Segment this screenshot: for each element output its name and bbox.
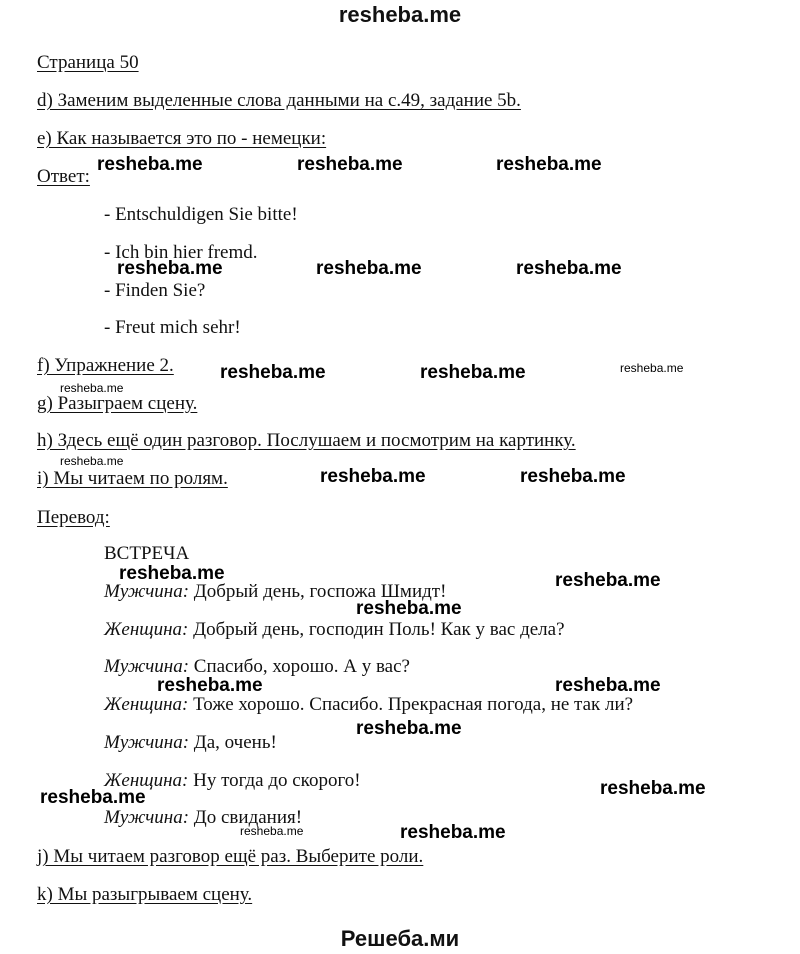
watermark: resheba.me xyxy=(356,598,462,619)
answer-label: Ответ: xyxy=(37,166,90,187)
task-e: e) Как называется это по - немецки: xyxy=(37,128,327,149)
translation-label: Перевод: xyxy=(37,507,110,528)
dialog-text: Да, очень! xyxy=(189,732,277,753)
task-g: g) Разыграем сцену. xyxy=(37,393,198,414)
watermark: resheba.me xyxy=(60,454,124,468)
watermark: resheba.me xyxy=(157,675,263,696)
watermark: resheba.me xyxy=(356,718,462,739)
dialog-title: ВСТРЕЧА xyxy=(104,543,190,564)
watermark: resheba.me xyxy=(97,154,203,175)
watermark: resheba.me xyxy=(400,822,506,843)
watermark: resheba.me xyxy=(516,258,622,279)
watermark: resheba.me xyxy=(520,466,626,487)
task-f: f) Упражнение 2. xyxy=(37,355,174,376)
dialog-role: Женщина: xyxy=(104,770,189,791)
dialog-text: До свидания! xyxy=(189,807,303,828)
watermark: resheba.me xyxy=(420,362,526,383)
dialog-role: Мужчина: xyxy=(104,807,190,828)
dialog-text: Тоже хорошо. Спасибо. Прекрасная погода, не так ли? xyxy=(188,694,634,715)
dialog-line xyxy=(104,732,277,754)
watermark: resheba.me xyxy=(297,154,403,175)
dialog-line xyxy=(104,694,633,716)
dialog-role: Мужчина: xyxy=(104,581,190,602)
page-label: Страница 50 xyxy=(37,52,139,73)
task-j: j) Мы читаем разговор ещё раз. Выберите роли. xyxy=(37,846,424,867)
watermark: resheba.me xyxy=(220,362,326,383)
watermark: resheba.me xyxy=(555,570,661,591)
task-k: k) Мы разыгрываем сцену. xyxy=(37,884,253,905)
dialog-text: Добрый день, госпожа Шмидт! xyxy=(189,581,447,602)
watermark: resheba.me xyxy=(600,778,706,799)
watermark: resheba.me xyxy=(320,466,426,487)
dialog-role: Женщина: xyxy=(104,694,189,715)
watermark: resheba.me xyxy=(117,258,223,279)
watermark: resheba.me xyxy=(555,675,661,696)
dialog-text: Добрый день, господин Поль! Как у вас дела? xyxy=(188,619,565,640)
site-header: resheba.me xyxy=(338,2,462,27)
dialog-text: Ну тогда до скорого! xyxy=(188,770,361,791)
watermark: resheba.me xyxy=(240,824,304,838)
watermark: resheba.me xyxy=(40,787,146,808)
watermark: resheba.me xyxy=(496,154,602,175)
watermark: resheba.me xyxy=(119,563,225,584)
site-footer: Решеба.ми xyxy=(340,926,460,951)
task-d: d) Заменим выделенные слова данными на с.49, задание 5b. xyxy=(37,90,521,111)
answer-item: - Finden Sie? xyxy=(104,280,206,301)
watermark: resheba.me xyxy=(60,381,124,395)
answer-item: - Ich bin hier fremd. xyxy=(104,242,258,263)
watermark: resheba.me xyxy=(620,361,684,375)
watermark: resheba.me xyxy=(316,258,422,279)
dialog-line xyxy=(104,619,565,641)
dialog-role: Мужчина: xyxy=(104,732,190,753)
task-i: i) Мы читаем по ролям. xyxy=(37,468,228,489)
answer-item: - Freut mich sehr! xyxy=(104,317,241,338)
answer-item: - Entschuldigen Sie bitte! xyxy=(104,204,298,225)
dialog-text: Спасибо, хорошо. А у вас? xyxy=(189,656,410,677)
task-h: h) Здесь ещё один разговор. Послушаем и посмотрим на картинку. xyxy=(37,430,576,451)
dialog-role: Мужчина: xyxy=(104,656,190,677)
dialog-role: Женщина: xyxy=(104,619,189,640)
